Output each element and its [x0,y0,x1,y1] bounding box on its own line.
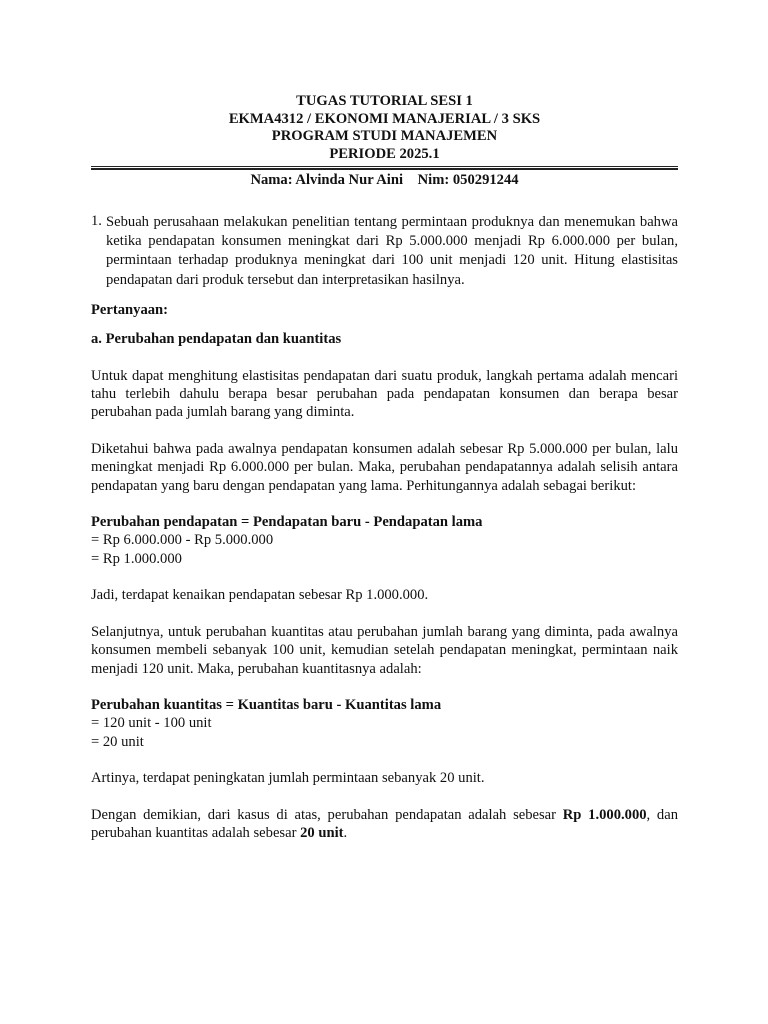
paragraph-quantity-result: Artinya, terdapat peningkatan jumlah permintaan sebanyak 20 unit. [91,770,485,787]
document-page [91,93,678,842]
formula-income-step1: = Rp 6.000.000 - Rp 5.000.000 [91,532,274,549]
conclusion-text-2: , dan perubahan kuantitas adalah sebesar [91,806,679,841]
paragraph-income-result: Jadi, terdapat kenaikan pendapatan sebesar Rp 1.000.000. [91,587,429,604]
section-a-heading: a. Perubahan pendapatan dan kuantitas [91,331,342,348]
divider-thin [91,166,678,167]
header-program: PROGRAM STUDI MANAJEMEN [271,128,498,144]
question-text: Sebuah perusahaan melakukan penelitian tentang permintaan produknya dan menemukan bahwa ketika pendapatan konsumen meningkat dari Rp 5.000.000 menjadi Rp 6.000.000 per bulan, permintaan terhadap produknya meningkat dari 100 unit menjadi 120 unit. Hitung elastisitas pendapatan dari produk tersebut dan interpretasikan hasilnya. [106,214,678,288]
header-period: PERIODE 2025.1 [329,145,440,162]
paragraph-income: Diketahui bahwa pada awalnya pendapatan konsumen adalah sebesar Rp 5.000.000 per bulan, lalu meningkat menjadi Rp 6.000.000 per bulan. Maka, perubahan pendapatannya adalah selisih antara pendapatan yang baru dengan pendapatan yang lama. Perhitungannya adalah sebagai berikut: [91,440,678,494]
formula-quantity-step1: = 120 unit - 100 unit [91,715,212,732]
conclusion-text-3: . [343,824,348,841]
paragraph-quantity: Selanjutnya, untuk perubahan kuantitas atau perubahan jumlah barang yang diminta, pada awalnya konsumen membeli sebanyak 100 unit, kemudian setelah pendapatan meningkat, permintaan naik menjadi 120 unit. Maka, perubahan kuantitasnya adalah: [91,623,678,677]
conclusion-text-1: Dengan demikian, dari kasus di atas, perubahan pendapatan adalah sebesar [91,806,563,823]
formula-income-title: Perubahan pendapatan = Pendapatan baru - Pendapatan lama [91,514,483,531]
pertanyaan-label: Pertanyaan: [91,301,169,318]
formula-quantity-step2: = 20 unit [91,733,144,750]
conclusion-income-value: Rp 1.000.000 [562,806,647,823]
student-identity: Nama: Alvinda Nur Aini Nim: 050291244 [250,172,519,188]
header-course: EKMA4312 / EKONOMI MANAJERIAL / 3 SKS [228,110,541,127]
formula-quantity-title: Perubahan kuantitas = Kuantitas baru - Kuantitas lama [91,696,442,713]
divider-thick [91,168,678,170]
paragraph-intro: Untuk dapat menghitung elastisitas pendapatan dari suatu produk, langkah pertama adalah mencari tahu terlebih dahulu berapa besar perubahan pada pendapatan konsumen dan berapa besar perubahan pada jumlah barang yang diminta. [91,367,678,421]
conclusion-quantity-value: 20 unit [300,824,344,841]
paragraph-conclusion [91,806,678,843]
question-item [91,213,678,290]
formula-income-step2: = Rp 1.000.000 [91,550,182,567]
header-divider [91,166,678,170]
header-title: TUGAS TUTORIAL SESI 1 [296,93,473,109]
question-number: 1. [91,213,102,229]
